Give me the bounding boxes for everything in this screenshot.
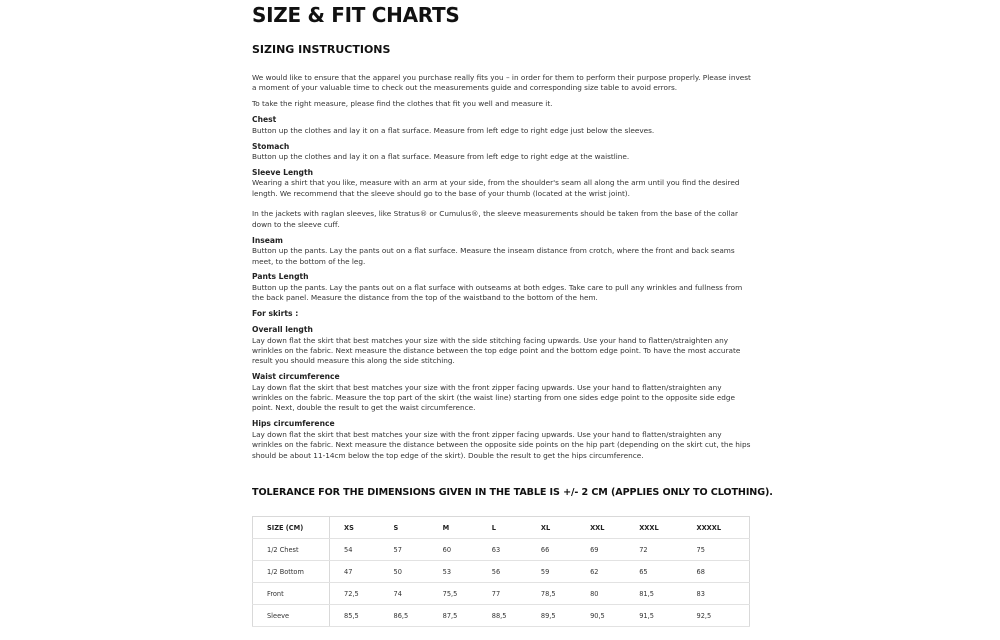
table-cell: 86,5 (380, 605, 429, 627)
hips-text: Lay down flat the skirt that best matches your size with the front zipper facing upwards. Use your hand to flatten/straighten any wrinkles on the fabric. Next measure the distance between the opposite side points on the hip part (depending on the skirt cut, the hips should be about 11-14cm below the top edge of the skirt). Double the result to get the hips circumference. (252, 429, 751, 460)
table-cell: 50 (380, 561, 429, 583)
sleeve-text: Wearing a shirt that you like, measure with an arm at your side, from the shoulder's seam all along the arm until you find the desired length. We recommend that the sleeve should go to the base of your thumb (located at the wrist joint). (252, 178, 740, 198)
waist-heading: Waist circumference (252, 372, 340, 382)
table-row-label: 1/2 Bottom (253, 561, 330, 583)
sleeve-block (252, 168, 752, 230)
table-cell: 56 (478, 561, 527, 583)
table-header-cell: XL (527, 517, 576, 539)
intro-paragraph: We would like to ensure that the apparel you purchase really fits you – in order for them to perform their purpose properly. Please invest a moment of your valuable time to check out the measurements guide and corresponding size table to avoid errors. (252, 73, 751, 93)
table-cell: 89,5 (527, 605, 576, 627)
stomach-heading: Stomach (252, 141, 290, 151)
table-cell: 47 (330, 561, 380, 583)
chest-heading: Chest (252, 115, 277, 125)
table-cell: 72 (625, 539, 682, 561)
table-cell: 69 (576, 539, 625, 561)
table-cell: 83 (683, 583, 750, 605)
table-header-cell: XXXL (625, 517, 682, 539)
table-cell: 87,5 (429, 605, 478, 627)
table-cell: 91,5 (625, 605, 682, 627)
take-measure-paragraph: To take the right measure, please find the clothes that fit you well and measure it. (252, 99, 553, 109)
table-cell: 65 (625, 561, 682, 583)
inseam-block (252, 236, 752, 267)
table-cell: 80 (576, 583, 625, 605)
inseam-heading: Inseam (252, 235, 283, 245)
stomach-text: Button up the clothes and lay it on a flat surface. Measure from left edge to right edge at the waistline. (252, 151, 630, 161)
inseam-text: Button up the pants. Lay the pants out on a flat surface. Measure the inseam distance from crotch, where the front and back seams meet, to the bottom of the leg. (252, 246, 735, 266)
table-cell: 63 (478, 539, 527, 561)
table-cell: 92,5 (683, 605, 750, 627)
table-row (253, 605, 750, 627)
table-header-cell: S (380, 517, 429, 539)
table-cell: 75,5 (429, 583, 478, 605)
table-cell: 57 (380, 539, 429, 561)
table-cell: 88,5 (478, 605, 527, 627)
table-header-cell: XXL (576, 517, 625, 539)
sleeve-raglan-text: In the jackets with raglan sleeves, like Stratus® or Cumulus®, the sleeve measurements should be taken from the base of the collar down to the sleeve cuff. (252, 209, 738, 229)
overall-length-text: Lay down flat the skirt that best matches your size with the side stitching facing upwards. Use your hand to flatten/straighten any wrinkles on the fabric. Next measure the distance between the top edge point and the bottom edge point. To have the most accurate result you should measure this along the side stitching. (252, 335, 741, 366)
table-header-cell: L (478, 517, 527, 539)
waist-block (252, 372, 752, 414)
table-cell: 68 (683, 561, 750, 583)
chest-text: Button up the clothes and lay it on a flat surface. Measure from left edge to right edge just below the sleeves. (252, 125, 655, 135)
waist-text: Lay down flat the skirt that best matches your size with the front zipper facing upwards. Use your hand to flatten/straighten any wrinkles on the fabric. Measure the top part of the skirt (the waist line) starting from one sides edge point to the opposite side edge point. Next, double the result to get the waist circumference. (252, 382, 736, 413)
table-row-label: Sleeve (253, 605, 330, 627)
skirts-block (252, 309, 752, 319)
table-header-cell: SIZE (CM) (253, 517, 330, 539)
table-row (253, 561, 750, 583)
table-cell: 54 (330, 539, 380, 561)
table-cell: 78,5 (527, 583, 576, 605)
overall-length-heading: Overall length (252, 325, 313, 335)
hips-block (252, 419, 752, 461)
table-row (253, 583, 750, 605)
table-cell: 59 (527, 561, 576, 583)
sizing-instructions (252, 73, 752, 466)
section-title-sizing-instructions: SIZING INSTRUCTIONS (252, 43, 391, 56)
stomach-block (252, 142, 752, 163)
sleeve-spacer (252, 199, 752, 209)
table-cell: 62 (576, 561, 625, 583)
table-header-row (253, 517, 750, 539)
table-cell: 90,5 (576, 605, 625, 627)
sleeve-heading: Sleeve Length (252, 167, 313, 177)
table-row-label: Front (253, 583, 330, 605)
chest-block (252, 115, 752, 136)
overall-length-block (252, 325, 752, 367)
table-cell: 74 (380, 583, 429, 605)
table-cell: 53 (429, 561, 478, 583)
hips-heading: Hips circumference (252, 419, 335, 429)
pants-length-block (252, 272, 752, 303)
pants-length-heading: Pants Length (252, 272, 309, 282)
table-cell: 60 (429, 539, 478, 561)
table-row-label: 1/2 Chest (253, 539, 330, 561)
table-cell: 72,5 (330, 583, 380, 605)
page-title: SIZE & FIT CHARTS (252, 3, 460, 27)
table-cell: 75 (683, 539, 750, 561)
tolerance-heading: TOLERANCE FOR THE DIMENSIONS GIVEN IN THE TABLE IS +/- 2 CM (APPLIES ONLY TO CLOTHING). (252, 487, 773, 498)
skirts-heading: For skirts : (252, 309, 299, 319)
table-row (253, 539, 750, 561)
table-cell: 85,5 (330, 605, 380, 627)
table-header-cell: XXXXL (683, 517, 750, 539)
table-cell: 81,5 (625, 583, 682, 605)
table-header-cell: XS (330, 517, 380, 539)
size-table (252, 516, 750, 627)
table-cell: 66 (527, 539, 576, 561)
table-header-cell: M (429, 517, 478, 539)
pants-length-text: Button up the pants. Lay the pants out on a flat surface with outseams at both edges. Take care to pull any wrinkles and fullness from the back panel. Measure the distance from the top of the waistband to the bottom of the hem. (252, 282, 743, 303)
table-cell: 77 (478, 583, 527, 605)
